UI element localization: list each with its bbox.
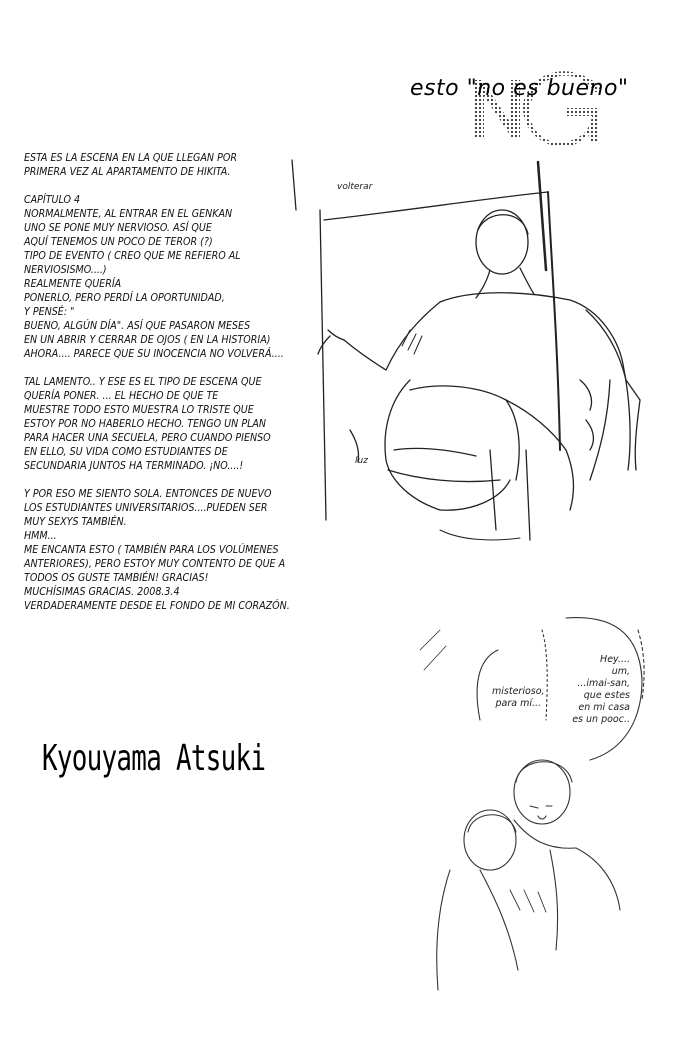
note-line: BUENO, ALGÚN DÍA". ASÍ QUE PASARON MESES [24, 320, 251, 332]
bubble-line: um, [611, 666, 630, 677]
speech-bubble-left [492, 686, 545, 710]
note-line: TAL LAMENTO.. Y ESE ES EL TIPO DE ESCENA QUE [24, 376, 262, 388]
note-line: Y POR ESO ME SIENTO SOLA. ENTONCES DE NUEVO [24, 488, 272, 500]
bubble-line: que estes [583, 690, 630, 701]
note-line: SECUNDARIA JUNTOS HA TERMINADO. ¡NO....! [24, 460, 244, 472]
note-line: NERVIOSISMO....) [24, 264, 107, 276]
note-line: TIPO DE EVENTO ( CREO QUE ME REFIERO AL [24, 250, 241, 262]
bubble-line: Hey.... [600, 654, 630, 665]
author-signature: Kyouyama Atsuki [42, 738, 266, 779]
note-line: QUERÍA PONER. ... EL HECHO DE QUE TE [24, 390, 219, 402]
sketch-label-volterar: volterar [337, 182, 373, 192]
note-line: ANTERIORES), PERO ESTOY MUY CONTENTO DE QUE A [24, 558, 286, 570]
sketch-label-luz: luz [355, 456, 368, 466]
bubble-line: ...imai-san, [577, 678, 630, 689]
note-line: EN UN ABRIR Y CERRAR DE OJOS ( EN LA HISTORIA) [24, 334, 271, 346]
note-line: EN ELLO, SU VIDA COMO ESTUDIANTES DE [24, 446, 228, 458]
note-spacer [24, 361, 324, 375]
bubble-line: misterioso, [492, 686, 545, 697]
note-line: ESTOY POR NO HABERLO HECHO. TENGO UN PLAN [24, 418, 267, 430]
note-line: REALMENTE QUERÍA [24, 278, 122, 290]
note-line: ME ENCANTA ESTO ( TAMBIÉN PARA LOS VOLÚMENES [24, 544, 279, 556]
note-line: PRIMERA VEZ AL APARTAMENTO DE HIKITA. [24, 166, 231, 178]
bubble-line: en mi casa [578, 702, 630, 713]
note-line: VERDADERAMENTE DESDE EL FONDO DE MI CORAZÓN. [24, 600, 290, 612]
note-line: CAPÍTULO 4 [24, 194, 81, 206]
note-line: LOS ESTUDIANTES UNIVERSITARIOS....PUEDEN SER [24, 502, 268, 514]
note-line: Y PENSÉ: " [24, 306, 75, 318]
bubble-line: para mí... [495, 698, 542, 709]
note-line: UNO SE PONE MUY NERVIOSO. ASÍ QUE [24, 222, 212, 234]
note-line: TODOS OS GUSTE TAMBIÉN! GRACIAS! [24, 572, 209, 584]
note-line: PONERLO, PERO PERDÍ LA OPORTUNIDAD, [24, 292, 225, 304]
page-title: esto "no es bueno" [410, 76, 629, 101]
author-notes [24, 151, 324, 613]
note-line: MUESTRE TODO ESTO MUESTRA LO TRISTE QUE [24, 404, 254, 416]
note-line: MUY SEXYS TAMBIÉN. [24, 516, 127, 528]
note-line: PARA HACER UNA SECUELA, PERO CUANDO PIENSO [24, 432, 271, 444]
speech-bubble-right [560, 654, 630, 726]
note-line: AQUÍ TENEMOS UN POCO DE TEROR (?) [24, 236, 213, 248]
doorway-sketch [290, 150, 690, 550]
note-line: HMM... [24, 530, 57, 542]
note-line: MUCHÍSIMAS GRACIAS. 2008.3.4 [24, 586, 180, 598]
note-spacer [24, 179, 324, 193]
note-line: NORMALMENTE, AL ENTRAR EN EL GENKAN [24, 208, 233, 220]
note-spacer [24, 473, 324, 487]
bubble-line: es un pooc.. [572, 714, 630, 725]
note-line: AHORA.... PARECE QUE SU INOCENCIA NO VOLVERÁ.... [24, 348, 284, 360]
note-line: ESTA ES LA ESCENA EN LA QUE LLEGAN POR [24, 152, 237, 164]
